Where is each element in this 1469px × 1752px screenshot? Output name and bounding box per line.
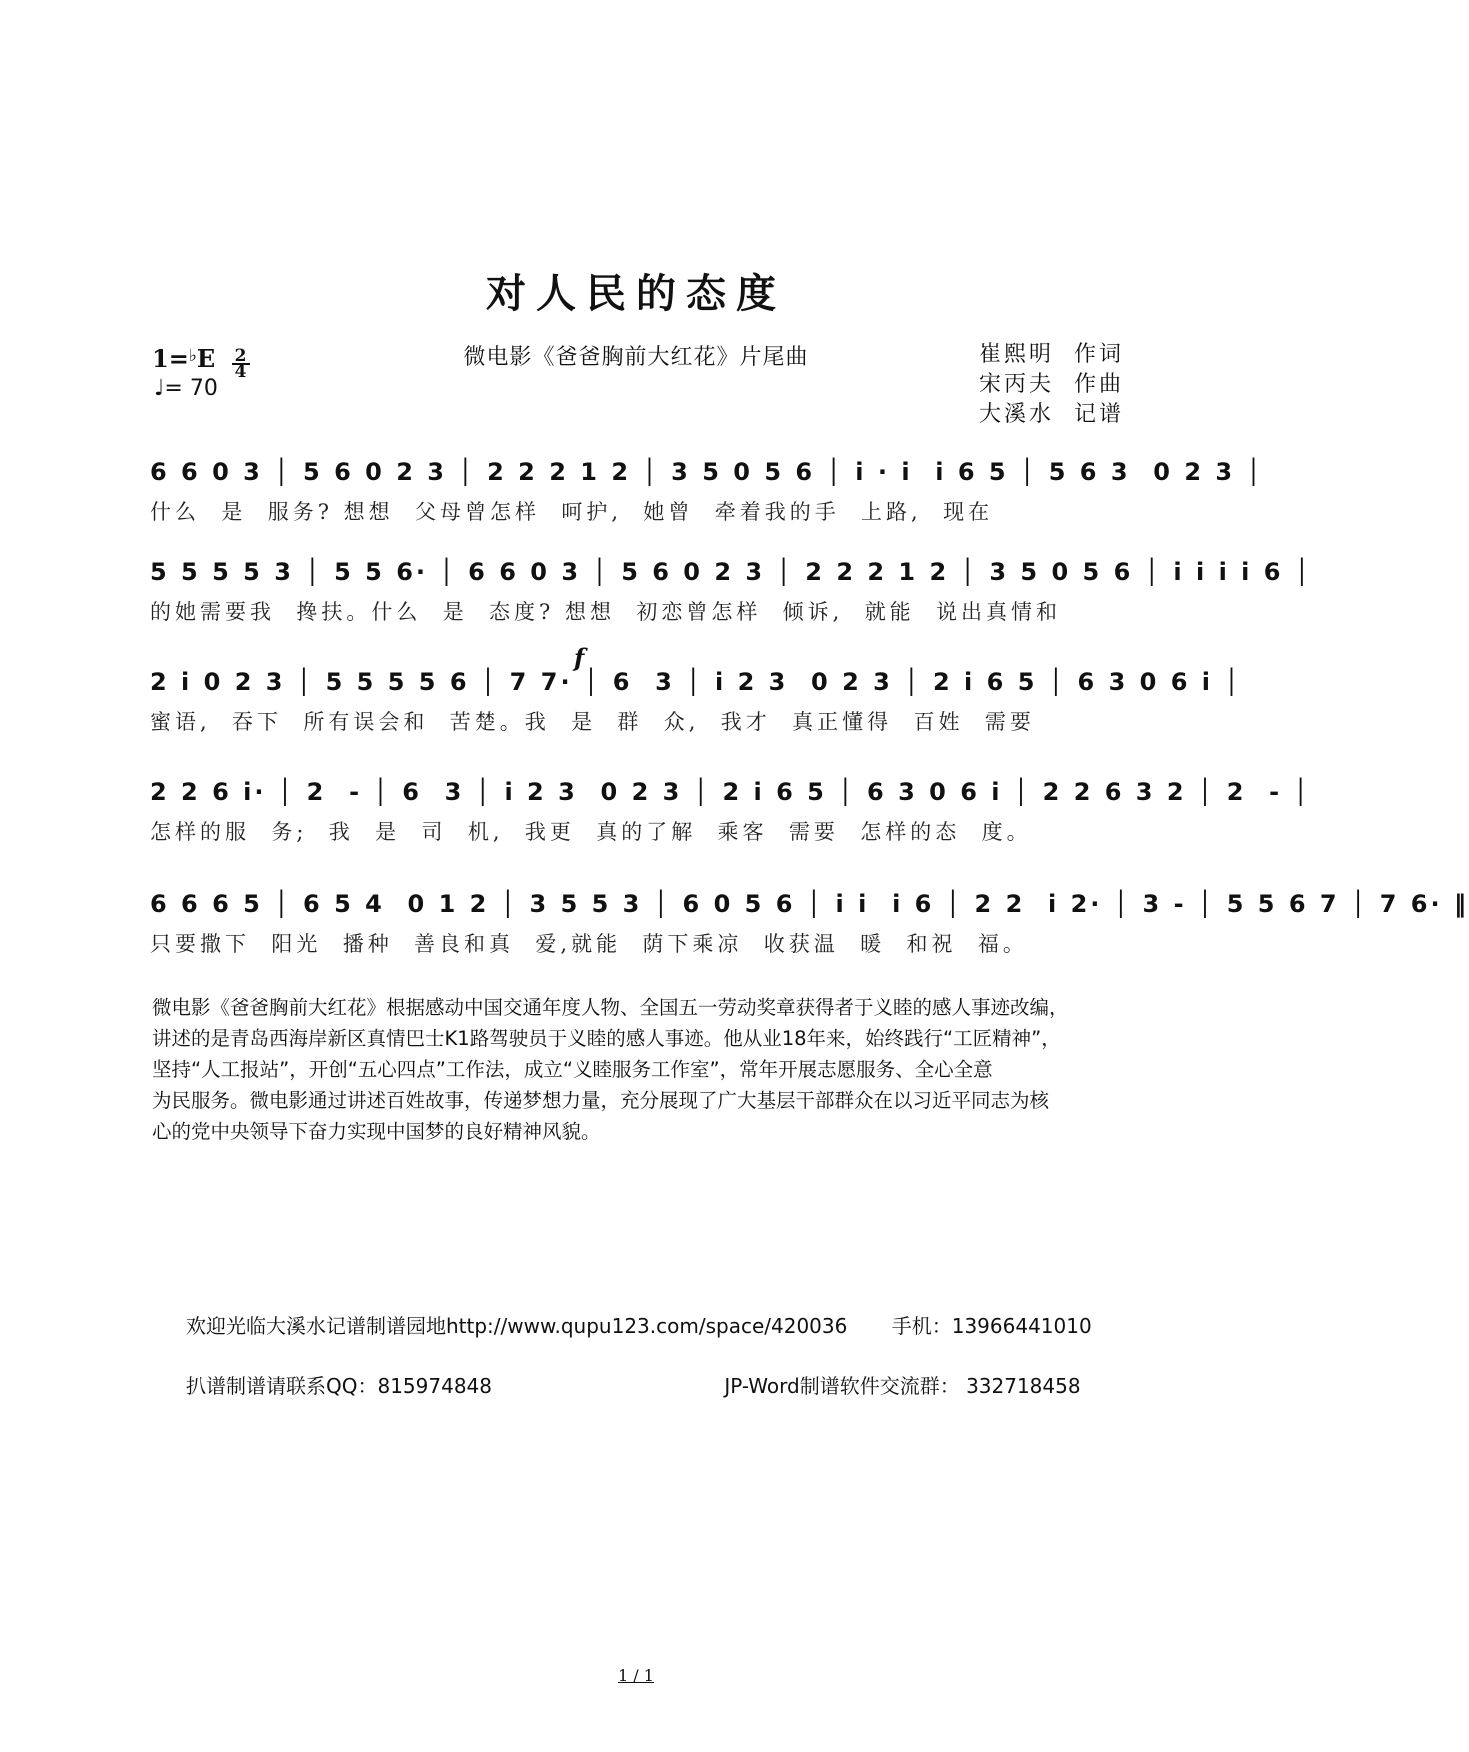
lyrics-line: 蜜语, 吞下 所有误会和 苦楚。我 是 群 众, 我才 真正懂得 百姓 需要 (150, 710, 1035, 734)
song-title: 对人民的态度 (486, 270, 786, 317)
dynamic-forte: f (574, 643, 585, 672)
footer-qq: 扒谱制谱请联系QQ：815974848 (186, 1374, 493, 1398)
page-number-text: 1 / 1 (618, 1666, 654, 1685)
time-signature-bottom: 4 (234, 362, 247, 382)
score-line-1 (150, 458, 1264, 530)
footer-site: 欢迎光临大溪水记谱制谱园地http://www.qupu123.com/space/420036 (186, 1314, 848, 1338)
credits (979, 340, 1124, 430)
score-line-4 (150, 778, 1311, 850)
description-line: 讲述的是青岛西海岸新区真情巴士K1路驾驶员于义睦的感人事迹。他从业18年来，始终践行“工匠精神”， (152, 1027, 1061, 1050)
credit-lyricist: 崔熙明 作词 (979, 342, 1124, 367)
key-tonic: E (196, 344, 216, 373)
time-signature-top: 2 (234, 346, 247, 366)
lyrics-line: 什么 是 服务? 想想 父母曾怎样 呵护, 她曾 牵着我的手 上路, 现在 (150, 500, 994, 524)
score-line-3 (150, 668, 1242, 740)
description (152, 992, 1112, 1147)
notation-line: 5 5 5 5 3 │ 5 5 6· │ 6 6 0 3 │ 5 6 0 2 3 │ 2 2 2 1 2 │ 3 5 0 5 6 │ i i i i 6 │ (150, 558, 1313, 586)
credit-composer: 宋丙夫 作曲 (979, 372, 1124, 397)
footer-line-1 (186, 1310, 1092, 1339)
credit-transcriber: 大溪水 记谱 (979, 402, 1124, 427)
quarter-note-icon: ♩ (154, 376, 165, 401)
description-line: 微电影《爸爸胸前大红花》根据感动中国交通年度人物、全国五一劳动奖章获得者于义睦的感人事迹改编， (152, 996, 1069, 1019)
notation-line: 2 2 6 i· │ 2 - │ 6 3 │ i 2 3 0 2 3 │ 2 i 6 5 │ 6 3 0 6 i │ 2 2 6 3 2 │ 2 - │ (150, 778, 1311, 806)
notation-line: 2 i 0 2 3 │ 5 5 5 5 6 │ 7 7· │ 6 3 │ i 2 3 0 2 3 │ 2 i 6 5 │ 6 3 0 6 i │ (150, 668, 1242, 696)
lyrics-line: 只要撒下 阳光 播种 善良和真 爱,就能 荫下乘凉 收获温 暖 和祝 福。 (150, 932, 1028, 956)
notation-line: 6 6 6 5 │ 6 5 4 0 1 2 │ 3 5 5 3 │ 6 0 5 6 │ i i i 6 │ 2 2 i 2· │ 3 - │ 5 5 6 7 │ 7 6· ‖ (150, 890, 1469, 918)
footer-group: JP-Word制谱软件交流群： 332718458 (724, 1374, 1081, 1398)
footer-phone: 手机：13966441010 (891, 1314, 1092, 1338)
notation-line: 6 6 0 3 │ 5 6 0 2 3 │ 2 2 2 1 2 │ 3 5 0 5 6 │ i · i i 6 5 │ 5 6 3 0 2 3 │ (150, 458, 1264, 486)
description-line: 为民服务。微电影通过讲述百姓故事，传递梦想力量，充分展现了广大基层干部群众在以习近平同志为核 (152, 1089, 1050, 1112)
key-prefix: 1= (152, 344, 189, 373)
score-line-5 (150, 890, 1469, 962)
flat-sign: ♭ (188, 346, 197, 366)
song-subtitle: 微电影《爸爸胸前大红花》片尾曲 (463, 345, 809, 370)
tempo-value: = 70 (164, 376, 218, 401)
description-line: 心的党中央领导下奋力实现中国梦的良好精神风貌。 (152, 1120, 601, 1143)
description-line: 坚持“人工报站”，开创“五心四点”工作法，成立“义睦服务工作室”，常年开展志愿服务、全心全意 (152, 1058, 993, 1081)
lyrics-line: 的她需要我 搀扶。什么 是 态度? 想想 初恋曾怎样 倾诉, 就能 说出真情和 (150, 600, 1062, 624)
score-line-2 (150, 558, 1313, 630)
tempo-marking (154, 376, 218, 401)
footer-line-2 (186, 1370, 1081, 1399)
page-number (0, 1666, 1272, 1685)
lyrics-line: 怎样的服 务; 我 是 司 机, 我更 真的了解 乘客 需要 怎样的态 度。 (150, 820, 1032, 844)
